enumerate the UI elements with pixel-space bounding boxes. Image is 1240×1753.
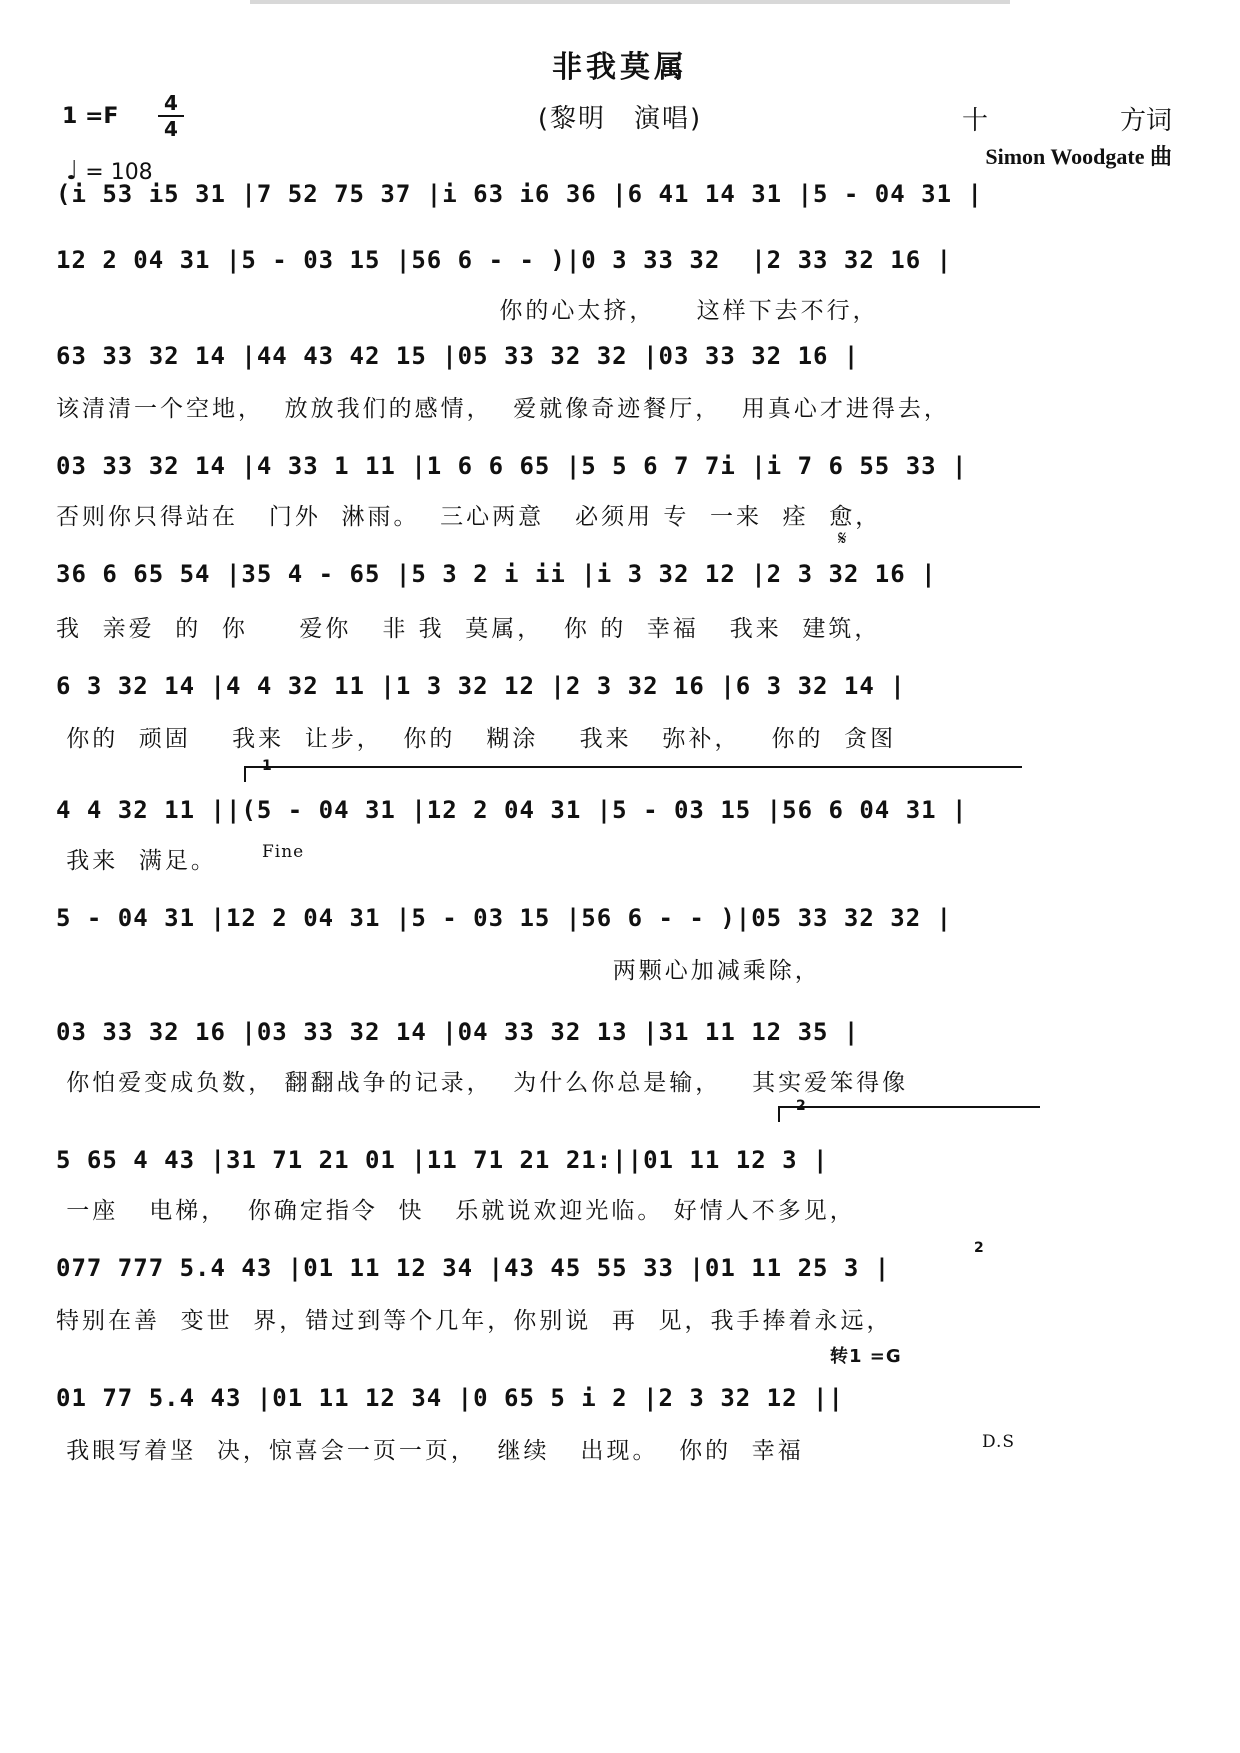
fine-marking: Fine <box>262 842 305 862</box>
volta-bracket-1 <box>244 766 1022 782</box>
time-signature <box>158 92 184 140</box>
lyrics-line-5: 我 亲爱 的 你 爱你 非 我 莫属， 你 的 幸福 我来 建筑， <box>56 616 881 642</box>
time-signature-bottom: 4 <box>164 117 178 141</box>
lyrics-line-2: 你的心太挤， 这样下去不行， <box>56 298 879 324</box>
song-title: 非我莫属 <box>552 50 688 85</box>
lyricist-credit <box>962 100 1172 137</box>
lyrics-line-7: 我来 满足。 <box>56 848 217 874</box>
lyrics-line-12: 我眼写着坚 决，惊喜会一页一页， 继续 出现。 你的 幸福 <box>56 1438 804 1464</box>
notation-line-6: 6 3 32 14 |4 4 32 11 |1 3 32 12 |2 3 32 16 |6 3 32 14 | <box>56 672 906 700</box>
song-subtitle: (黎明 演唱) <box>537 104 703 134</box>
volta-number-1: 1 <box>262 758 272 774</box>
segno-icon: 𝄋 <box>838 526 847 550</box>
modulation-marking: 转1 =G <box>830 1346 902 1367</box>
lyrics-line-6: 你的 顽固 我来 让步， 你的 糊涂 我来 弥补， 你的 贪图 <box>56 726 897 752</box>
grace-note-mark: 2 <box>974 1240 984 1256</box>
volta-number-2: 2 <box>796 1098 806 1114</box>
lyrics-line-9: 你怕爱变成负数， 翻翻战争的记录， 为什么你总是输， 其实爱笨得像 <box>56 1070 909 1096</box>
time-signature-top: 4 <box>164 91 178 115</box>
lyrics-line-11: 特别在善 变世 界，错过到等个几年，你别说 再 见，我手捧着永远， <box>56 1308 893 1334</box>
key-signature: 1 =F <box>62 104 119 129</box>
notation-line-12: 01 77 5.4 43 |01 11 12 34 |0 65 5 i 2 |2 3 32 12 || <box>56 1384 844 1412</box>
lyricist-suffix: 方词 <box>1119 106 1172 136</box>
tempo-value: = 108 <box>85 160 153 185</box>
notation-line-3: 63 33 32 14 |44 43 42 15 |05 33 32 32 |03 33 32 16 | <box>56 342 860 370</box>
notation-line-10: 5 65 4 43 |31 71 21 01 |11 71 21 21:||01 11 12 3 | <box>56 1146 829 1174</box>
notation-line-1: (i 53 i5 31 |7 52 75 37 |i 63 i6 36 |6 41 14 31 |5 - 04 31 | <box>56 180 983 208</box>
notation-line-2: 12 2 04 31 |5 - 03 15 |56 6 - - )|0 3 33 32 |2 33 32 16 | <box>56 246 953 274</box>
lyrics-line-3: 该清清一个空地， 放放我们的感情， 爱就像奇迹餐厅， 用真心才进得去， <box>56 396 950 422</box>
notation-line-4: 03 33 32 14 |4 33 1 11 |1 6 6 65 |5 5 6 7 7i |i 7 6 55 33 | <box>56 452 968 480</box>
top-scan-edge <box>250 0 1010 4</box>
notation-line-7: 4 4 32 11 ||(5 - 04 31 |12 2 04 31 |5 - 03 15 |56 6 04 31 | <box>56 796 968 824</box>
ds-marking: D.S <box>982 1432 1016 1452</box>
composer-credit: Simon Woodgate 曲 <box>985 144 1172 169</box>
notation-line-11: 077 777 5.4 43 |01 11 12 34 |43 45 55 33 |01 11 25 3 | <box>56 1254 891 1282</box>
lyrics-line-10: 一座 电梯， 你确定指令 快 乐就说欢迎光临。 好情人不多见， <box>56 1198 856 1224</box>
lyrics-line-8: 两颗心加减乘除， <box>56 958 821 984</box>
volta-bracket-2 <box>778 1106 1040 1122</box>
lyricist-name: 十 <box>962 106 989 136</box>
quarter-note-icon: ♩ <box>66 156 79 186</box>
notation-line-8: 5 - 04 31 |12 2 04 31 |5 - 03 15 |56 6 - - )|05 33 32 32 | <box>56 904 953 932</box>
notation-line-5: 36 6 65 54 |35 4 - 65 |5 3 2 i ii |i 3 32 12 |2 3 32 16 | <box>56 560 937 588</box>
notation-line-9: 03 33 32 16 |03 33 32 14 |04 33 32 13 |31 11 12 35 | <box>56 1018 860 1046</box>
lyrics-line-4: 否则你只得站在 门外 淋雨。 三心两意 必须用 专 一来 痊 愈， <box>56 504 882 530</box>
